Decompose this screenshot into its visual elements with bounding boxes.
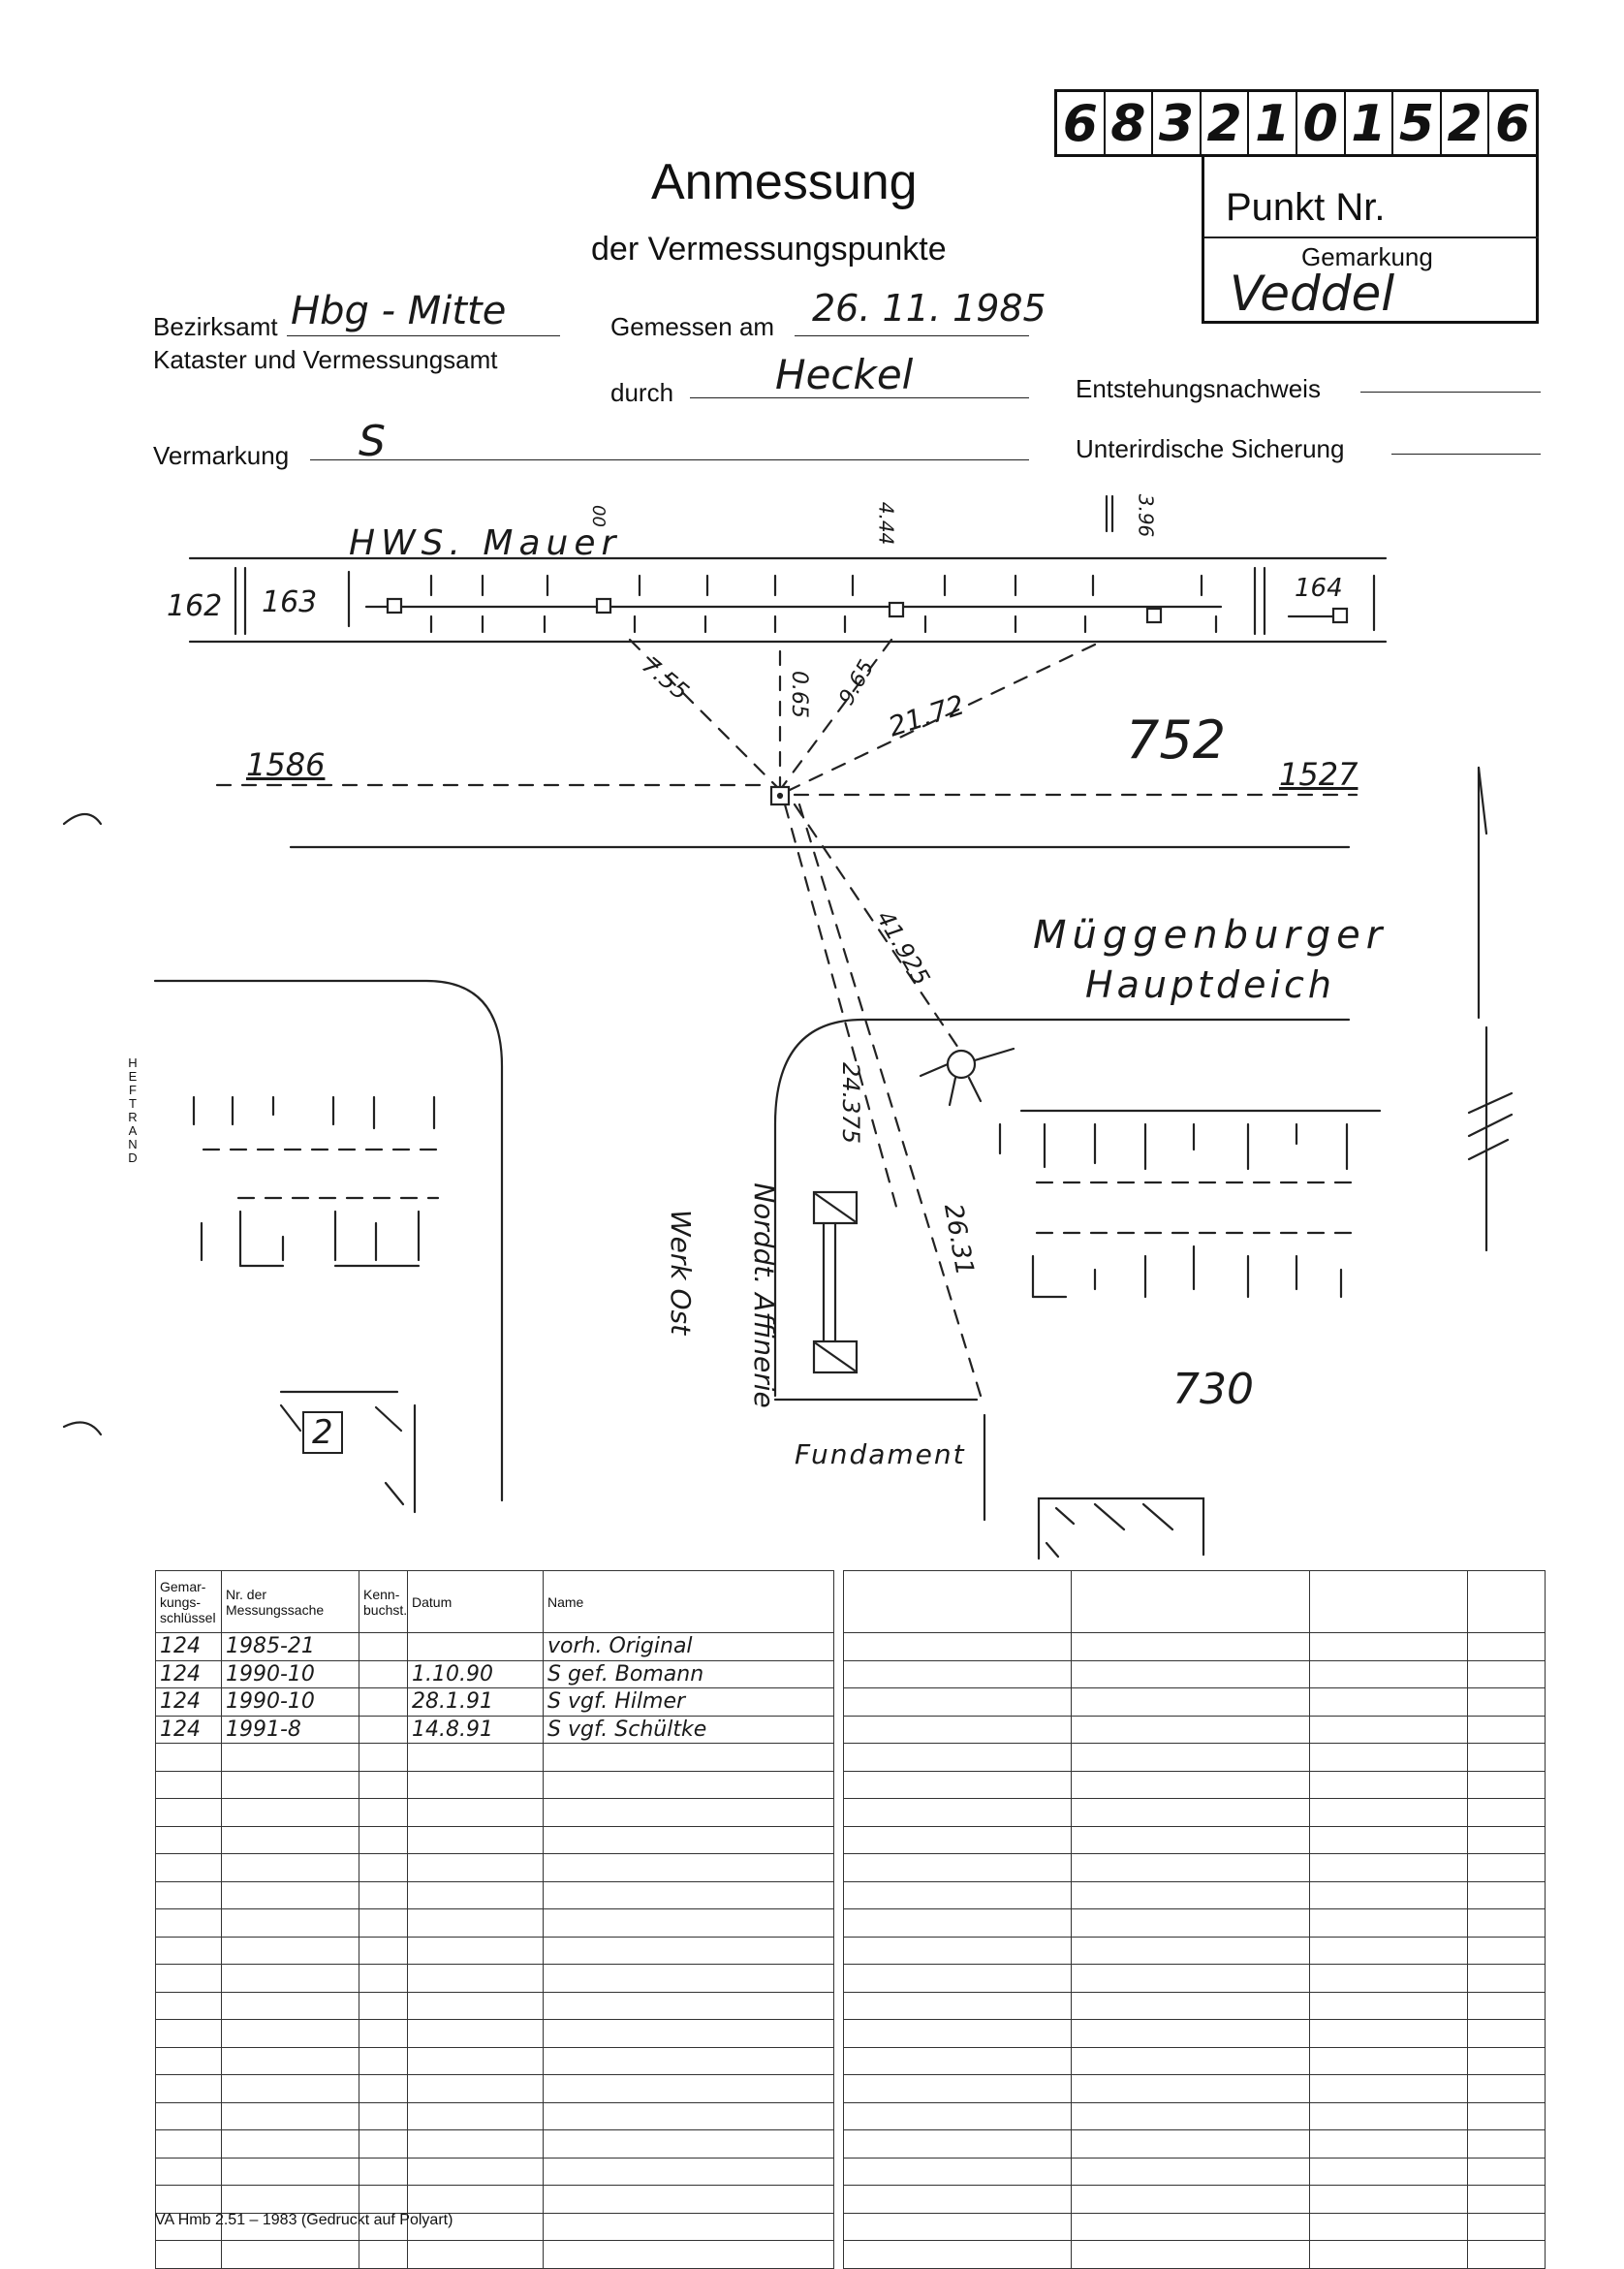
company-label-2: Werk Ost xyxy=(665,1209,698,1336)
table-row-empty xyxy=(844,1826,1546,1854)
cell-name: S gef. Bomann xyxy=(544,1660,834,1688)
cell-gemarkung: 124 xyxy=(156,1660,222,1688)
punkt-digit: 6 xyxy=(1057,92,1106,154)
unterirdisch-label: Unterirdische Sicherung xyxy=(1076,434,1345,463)
table-row-empty xyxy=(844,1571,1546,1633)
punkt-digit: 1 xyxy=(1346,92,1394,154)
header-datum: Datum xyxy=(408,1571,544,1633)
table-row-empty xyxy=(844,1716,1546,1744)
table-row-empty xyxy=(844,1992,1546,2020)
table-row-empty xyxy=(156,2075,834,2103)
punkt-digit: 5 xyxy=(1393,92,1442,154)
table-row-empty xyxy=(844,2102,1546,2130)
measure-2631: 26.31 xyxy=(937,1201,980,1278)
table-row-empty xyxy=(844,2075,1546,2103)
parcel-752: 752 xyxy=(1126,709,1227,771)
table-row-empty xyxy=(844,2186,1546,2214)
cell-messung: 1985-21 xyxy=(222,1633,359,1661)
table-row-empty xyxy=(844,1771,1546,1799)
kataster-label: Kataster und Vermessungsamt xyxy=(153,345,498,374)
heftrand-label: HEFTRAND xyxy=(128,1056,138,1165)
table-row-empty xyxy=(156,1854,834,1882)
header-messung: Nr. der Messungssache xyxy=(222,1571,359,1633)
cell-datum: 14.8.91 xyxy=(408,1716,544,1744)
measure-2172: 21.72 xyxy=(884,688,969,743)
cell-name: S vgf. Schültke xyxy=(544,1716,834,1744)
table-row-empty xyxy=(156,1771,834,1799)
table-row-empty xyxy=(156,2158,834,2186)
table-row-empty xyxy=(844,1688,1546,1717)
table-row xyxy=(156,1633,834,1661)
table-row-empty xyxy=(156,1744,834,1772)
header-gemarkung: Gemar-kungs-schlüssel xyxy=(156,1571,222,1633)
table-row-empty xyxy=(844,1854,1546,1882)
page-subtitle: der Vermessungspunkte xyxy=(591,231,947,268)
table-row-empty xyxy=(844,2047,1546,2075)
table-row-empty xyxy=(844,1937,1546,1965)
point-164: 164 xyxy=(1295,574,1343,603)
empty-table xyxy=(843,1570,1546,2269)
point-163: 163 xyxy=(262,585,318,619)
cell-name: S vgf. Hilmer xyxy=(544,1688,834,1717)
measure-965: 9.65 xyxy=(834,656,880,709)
wall-label: HWS. Mauer xyxy=(349,523,622,563)
punkt-label: Punkt Nr. xyxy=(1226,186,1386,229)
parcel-1586: 1586 xyxy=(246,746,326,783)
table-row-empty xyxy=(156,1799,834,1827)
table-row-empty xyxy=(844,2020,1546,2048)
measure-00: 00 xyxy=(587,505,609,527)
cell-messung: 1990-10 xyxy=(222,1688,359,1717)
measure-065: 0.65 xyxy=(786,671,811,718)
header-kenn: Kenn-buchst. xyxy=(359,1571,408,1633)
table-row-empty xyxy=(156,1965,834,1993)
table-row-empty xyxy=(156,1826,834,1854)
cell-datum: 28.1.91 xyxy=(408,1688,544,1717)
cell-datum xyxy=(408,1633,544,1661)
measure-41925: 41.925 xyxy=(870,905,936,991)
punkt-digit: 8 xyxy=(1106,92,1154,154)
punkt-digit: 1 xyxy=(1249,92,1297,154)
table-row-empty xyxy=(156,1937,834,1965)
punkt-digit: 6 xyxy=(1495,95,1531,153)
gemarkung-value: Veddel xyxy=(1230,266,1395,322)
punkt-digit: 2 xyxy=(1202,92,1250,154)
entstehung-label: Entstehungsnachweis xyxy=(1076,374,1321,403)
cell-name: vorh. Original xyxy=(544,1633,834,1661)
cell-gemarkung: 124 xyxy=(156,1716,222,1744)
street-name-1: Müggenburger xyxy=(1033,913,1389,958)
table-row-empty xyxy=(156,1992,834,2020)
parcel-1527: 1527 xyxy=(1279,756,1359,793)
table-row-empty xyxy=(844,1965,1546,1993)
table-row-empty xyxy=(844,1799,1546,1827)
table-row-empty xyxy=(844,2241,1546,2269)
table-row-empty xyxy=(844,1744,1546,1772)
table-row-empty xyxy=(156,2047,834,2075)
table-row xyxy=(156,1688,834,1717)
measure-444: 4.44 xyxy=(874,501,898,546)
punkt-digit: 0 xyxy=(1297,92,1346,154)
table-row-empty xyxy=(844,1881,1546,1909)
table-row-empty xyxy=(156,2102,834,2130)
table-row-empty xyxy=(844,2158,1546,2186)
table-row-empty xyxy=(156,2130,834,2159)
gemessen-label: Gemessen am xyxy=(610,312,775,341)
cell-messung: 1991-8 xyxy=(222,1716,359,1744)
punkt-digit: 3 xyxy=(1153,92,1202,154)
durch-value: Heckel xyxy=(775,351,914,398)
vermarkung-label: Vermarkung xyxy=(153,441,290,470)
table-row-empty xyxy=(156,1881,834,1909)
vermarkung-value: S xyxy=(359,417,386,466)
table-row-empty xyxy=(844,2130,1546,2159)
table-row xyxy=(156,1716,834,1744)
fundament-label: Fundament xyxy=(795,1438,966,1470)
cell-kenn xyxy=(359,1688,408,1717)
table-row-empty xyxy=(844,2213,1546,2241)
form-footer: VA Hmb 2.51 – 1983 (Gedruckt auf Polyart) xyxy=(155,2212,453,2228)
table-row xyxy=(156,1660,834,1688)
building-2: 2 xyxy=(302,1411,343,1454)
table-row-empty xyxy=(844,1633,1546,1661)
measure-755: 7.55 xyxy=(637,651,695,706)
table-row-empty xyxy=(156,1909,834,1938)
cell-datum: 1.10.90 xyxy=(408,1660,544,1688)
durch-label: durch xyxy=(610,378,674,407)
gemarkung-label: Gemarkung xyxy=(1301,242,1433,271)
cell-kenn xyxy=(359,1633,408,1661)
cell-kenn xyxy=(359,1660,408,1688)
bezirksamt-label: Bezirksamt xyxy=(153,312,278,341)
measure-396: 3.96 xyxy=(1134,493,1158,538)
cell-gemarkung: 124 xyxy=(156,1688,222,1717)
table-row-empty xyxy=(156,2186,834,2214)
header-name: Name xyxy=(544,1571,834,1633)
table-row-empty xyxy=(844,1909,1546,1938)
table-row-empty xyxy=(156,2241,834,2269)
street-name-2: Hauptdeich xyxy=(1085,963,1335,1006)
gemessen-value: 26. 11. 1985 xyxy=(812,287,1046,330)
measure-24375: 24.375 xyxy=(836,1062,864,1144)
punkt-digit: 2 xyxy=(1442,92,1490,154)
page-title: Anmessung xyxy=(651,154,918,210)
table-row-empty xyxy=(156,2020,834,2048)
bezirksamt-value: Hbg - Mitte xyxy=(291,289,507,333)
cell-messung: 1990-10 xyxy=(222,1660,359,1688)
company-label: Norddt. Affinerie xyxy=(747,1182,780,1408)
measurement-table xyxy=(155,1570,834,2269)
parcel-730: 730 xyxy=(1172,1365,1254,1414)
cell-gemarkung: 124 xyxy=(156,1633,222,1661)
table-row-empty xyxy=(844,1660,1546,1688)
cell-kenn xyxy=(359,1716,408,1744)
point-162: 162 xyxy=(167,589,223,623)
